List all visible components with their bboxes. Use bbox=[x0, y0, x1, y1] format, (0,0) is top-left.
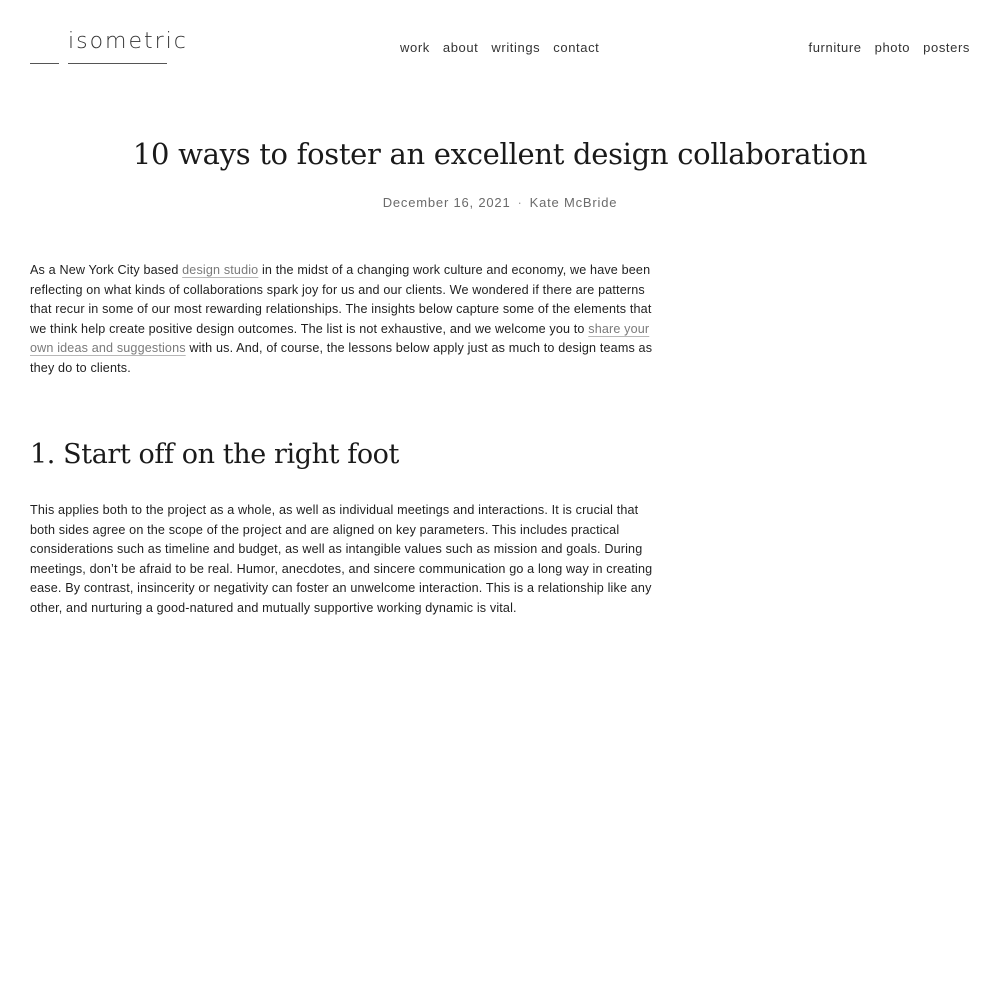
intro-paragraph bbox=[30, 261, 660, 379]
nav-link-photo[interactable]: photo bbox=[874, 40, 911, 55]
meta-separator: · bbox=[517, 195, 523, 210]
article-date: December 16, 2021 bbox=[382, 195, 511, 210]
intro-text-1: As a New York City based bbox=[30, 263, 183, 277]
section-heading: 1. Start off on the right foot bbox=[30, 439, 399, 470]
logo-link[interactable] bbox=[30, 28, 188, 68]
design-studio-link[interactable]: design studio bbox=[182, 263, 259, 277]
nav-link-writings[interactable]: writings bbox=[491, 40, 541, 55]
logo-rule-long bbox=[68, 63, 167, 64]
section-body: This applies both to the project as a whole, as well as individual meetings and interactions. It is crucial that both sides agree on the scope of the project and are aligned on key parameters. This includes practical considerations such as timeline and budget, as well as intangible values such as mission and goals. During meetings, don’t be afraid to be real. Humor, anecdotes, and sincere communication go a long way in creating ease. By contrast, insincerity or negativity can foster an unwelcome interaction. This is a relationship like any other, and nurturing a good-natured and mutually supportive working dynamic is vital. bbox=[30, 503, 653, 615]
nav-link-furniture[interactable]: furniture bbox=[808, 40, 862, 55]
main-nav bbox=[400, 40, 599, 56]
article-meta bbox=[0, 194, 1000, 212]
intro-text-2: in the midst of a changing work culture and economy, we have been reflecting on what kinds of collaborations spark joy for us and our clients. We wondered if there are patterns that recur in some of our most rewarding relationships. The insights below capture some of the elements that we think help create positive design outcomes. The list is not exhaustive, and we welcome you to bbox=[30, 263, 652, 336]
article-title: 10 ways to foster an excellent design collaboration bbox=[132, 137, 868, 171]
logo-rule-short bbox=[30, 63, 59, 64]
intro-text-3: with us. And, of course, the lessons below apply just as much to design teams as they do to clients. bbox=[30, 341, 653, 375]
shop-nav bbox=[809, 40, 970, 56]
share-ideas-link[interactable]: share your own ideas and suggestions bbox=[30, 321, 650, 356]
logo-wordmark: isometric bbox=[68, 29, 188, 54]
nav-link-contact[interactable]: contact bbox=[553, 40, 600, 55]
nav-link-posters[interactable]: posters bbox=[923, 40, 970, 55]
nav-link-about[interactable]: about bbox=[442, 40, 479, 55]
site-header bbox=[0, 0, 1000, 90]
article-author: Kate McBride bbox=[529, 195, 618, 210]
nav-link-work[interactable]: work bbox=[400, 40, 430, 55]
